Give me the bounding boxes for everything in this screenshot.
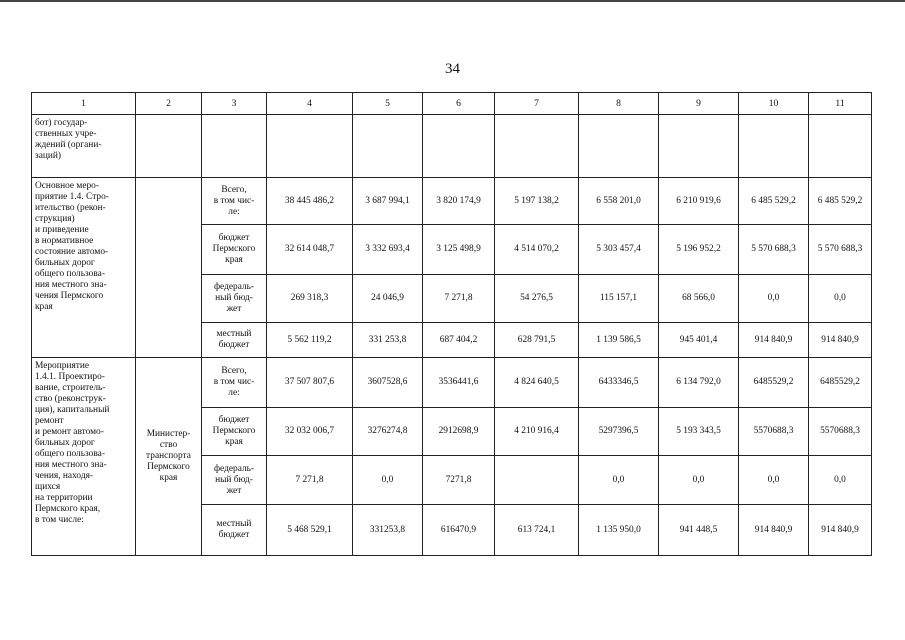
value-cell: 687 404,2 — [423, 323, 495, 358]
budget-table — [31, 92, 872, 556]
funding-source-cell — [202, 275, 267, 323]
text-line: щихся — [35, 482, 61, 492]
text-line: общего пользова- — [35, 449, 105, 459]
continuation-row — [32, 115, 872, 178]
text-line: ле: — [228, 388, 240, 398]
value-cell: 5 570 688,3 — [809, 225, 872, 275]
column-header-2: 2 — [136, 93, 202, 115]
text-line: ный бюд- — [215, 474, 253, 485]
empty-cell — [423, 115, 495, 178]
text-line: ство — [159, 440, 178, 450]
empty-cell — [136, 115, 202, 178]
text-line: приятие 1.4. Стро- — [35, 192, 109, 202]
value-cell: 38 445 486,2 — [267, 178, 353, 225]
text-line: в нормативное — [35, 236, 94, 246]
empty-cell — [809, 115, 872, 178]
text-line: Министер- — [146, 429, 191, 439]
value-cell: 0,0 — [739, 275, 809, 323]
value-cell: 5 570 688,3 — [739, 225, 809, 275]
text-line: на территории — [35, 493, 93, 503]
executor-cell — [136, 358, 202, 556]
column-header-10: 10 — [739, 93, 809, 115]
value-cell: 3 332 693,4 — [353, 225, 423, 275]
value-cell: 616470,9 — [423, 505, 495, 556]
funding-source-cell — [202, 505, 267, 556]
text-line: в том чис- — [213, 377, 255, 387]
empty-cell — [579, 115, 659, 178]
value-cell: 628 791,5 — [495, 323, 579, 358]
value-cell: 54 276,5 — [495, 275, 579, 323]
text-line: ния местного зна- — [35, 460, 107, 470]
text-line: состояние автомо- — [35, 247, 109, 257]
text-line: Пермского — [212, 244, 256, 254]
value-cell: 1 135 950,0 — [579, 505, 659, 556]
text-line: вание, строитель- — [35, 383, 106, 393]
value-cell: 0,0 — [739, 456, 809, 505]
text-line: края — [159, 473, 178, 483]
text-line: местный — [216, 519, 252, 529]
page-number: 34 — [445, 61, 460, 77]
text-line: заций) — [35, 151, 62, 161]
column-header-1: 1 — [32, 93, 136, 115]
value-cell: 0,0 — [809, 456, 872, 505]
value-cell: 32 032 006,7 — [267, 408, 353, 456]
text-line: и приведение — [35, 225, 89, 235]
text-line: края — [35, 302, 53, 312]
text-line: бильных дорог — [35, 438, 95, 448]
text-line: местный — [216, 329, 252, 339]
text-line: ственных учре- — [35, 129, 97, 139]
column-header-4: 4 — [267, 93, 353, 115]
value-cell: 4 210 916,4 — [495, 408, 579, 456]
text-line: в том числе: — [35, 515, 84, 525]
text-line: федераль- — [213, 282, 255, 292]
value-cell: 7 271,8 — [423, 275, 495, 323]
value-cell: 6485529,2 — [809, 358, 872, 408]
column-header-6: 6 — [423, 93, 495, 115]
value-cell: 3536441,6 — [423, 358, 495, 408]
column-header-9: 9 — [659, 93, 739, 115]
value-cell: 6 485 529,2 — [809, 178, 872, 225]
text-line: чения, находя- — [35, 471, 94, 481]
value-cell: 5 468 529,1 — [267, 505, 353, 556]
funding-source-cell — [202, 358, 267, 408]
text-line: 1.4.1. Проектиро- — [35, 372, 105, 382]
value-cell: 331253,8 — [353, 505, 423, 556]
empty-cell — [495, 115, 579, 178]
value-cell: 6 558 201,0 — [579, 178, 659, 225]
value-cell: 5297396,5 — [579, 408, 659, 456]
text-line: Мероприятие — [35, 361, 90, 371]
funding-source-cell — [202, 456, 267, 505]
text-line: бюджет — [218, 415, 250, 425]
empty-cell — [267, 115, 353, 178]
value-cell: 5 562 119,2 — [267, 323, 353, 358]
funding-source-cell — [202, 225, 267, 275]
value-cell: 5570688,3 — [809, 408, 872, 456]
value-cell: 3 125 498,9 — [423, 225, 495, 275]
funding-source-cell — [202, 408, 267, 456]
text-line: и ремонт автомо- — [35, 427, 104, 437]
text-line: Пермского — [212, 426, 256, 436]
column-header-8: 8 — [579, 93, 659, 115]
text-line: Всего, — [221, 366, 247, 376]
text-line: чения Пермского — [35, 291, 104, 301]
value-cell: 4 514 070,2 — [495, 225, 579, 275]
column-header-3: 3 — [202, 93, 267, 115]
value-cell: 945 401,4 — [659, 323, 739, 358]
header-row — [32, 93, 872, 115]
value-cell: 7271,8 — [423, 456, 495, 505]
value-cell: 5 197 138,2 — [495, 178, 579, 225]
text-line: ждений (органи- — [35, 140, 102, 150]
text-line: Основное меро- — [35, 181, 99, 191]
value-cell: 914 840,9 — [809, 505, 872, 556]
continuation-name-cell — [32, 115, 136, 178]
table-body — [32, 93, 872, 556]
value-cell: 6 210 919,6 — [659, 178, 739, 225]
value-cell: 37 507 807,6 — [267, 358, 353, 408]
text-line: ция), капитальный — [35, 405, 110, 415]
text-line: бюджет — [218, 340, 250, 350]
text-line: Пермского — [147, 462, 190, 472]
column-header-5: 5 — [353, 93, 423, 115]
value-cell: 4 824 640,5 — [495, 358, 579, 408]
text-line: ния местного зна- — [35, 280, 107, 290]
value-cell: 3 687 994,1 — [353, 178, 423, 225]
value-cell: 0,0 — [809, 275, 872, 323]
value-cell: 914 840,9 — [739, 323, 809, 358]
value-cell: 7 271,8 — [267, 456, 353, 505]
text-line: транспорта — [146, 451, 191, 461]
text-line: ный бюд- — [215, 293, 253, 303]
value-cell — [495, 456, 579, 505]
text-line: края — [225, 437, 243, 447]
text-line: ремонт — [35, 416, 64, 426]
value-cell: 6 485 529,2 — [739, 178, 809, 225]
value-cell: 6 134 792,0 — [659, 358, 739, 408]
text-line: бюджет — [218, 233, 250, 243]
value-cell: 3276274,8 — [353, 408, 423, 456]
empty-cell — [353, 115, 423, 178]
value-cell: 32 614 048,7 — [267, 225, 353, 275]
value-cell: 0,0 — [353, 456, 423, 505]
executor-cell — [136, 178, 202, 358]
value-cell: 914 840,9 — [739, 505, 809, 556]
funding-source-cell — [202, 323, 267, 358]
table-row — [32, 178, 872, 225]
value-cell: 0,0 — [659, 456, 739, 505]
text-line: федераль- — [213, 463, 255, 474]
value-cell: 5 193 343,5 — [659, 408, 739, 456]
text-line: ле: — [228, 206, 240, 217]
value-cell: 613 724,1 — [495, 505, 579, 556]
column-header-7: 7 — [495, 93, 579, 115]
text-line: общего пользова- — [35, 269, 105, 279]
value-cell: 941 448,5 — [659, 505, 739, 556]
value-cell: 3 820 174,9 — [423, 178, 495, 225]
value-cell: 2912698,9 — [423, 408, 495, 456]
value-cell: 5 303 457,4 — [579, 225, 659, 275]
value-cell: 24 046,9 — [353, 275, 423, 323]
text-line: ство (реконструк- — [35, 394, 106, 404]
value-cell: 6433346,5 — [579, 358, 659, 408]
value-cell: 5 196 952,2 — [659, 225, 739, 275]
empty-cell — [659, 115, 739, 178]
page-top-border — [0, 0, 905, 2]
text-line: бильных дорог — [35, 258, 95, 268]
empty-cell — [739, 115, 809, 178]
value-cell: 0,0 — [579, 456, 659, 505]
value-cell: 914 840,9 — [809, 323, 872, 358]
text-line: Пермского края, — [35, 504, 101, 514]
text-line: в том чис- — [213, 195, 255, 206]
text-line: жет — [226, 485, 242, 496]
text-line: Всего, — [221, 184, 247, 195]
funding-source-cell — [202, 178, 267, 225]
text-line: бюджет — [218, 530, 250, 540]
value-cell: 115 157,1 — [579, 275, 659, 323]
value-cell: 68 566,0 — [659, 275, 739, 323]
text-line: ительство (рекон- — [35, 203, 106, 213]
column-header-11: 11 — [809, 93, 872, 115]
text-line: края — [225, 255, 243, 265]
value-cell: 5570688,3 — [739, 408, 809, 456]
text-line: бот) государ- — [35, 118, 88, 128]
empty-cell — [202, 115, 267, 178]
table-row — [32, 358, 872, 408]
text-line: жет — [226, 304, 242, 314]
value-cell: 331 253,8 — [353, 323, 423, 358]
value-cell: 269 318,3 — [267, 275, 353, 323]
measure-name-cell — [32, 358, 136, 556]
value-cell: 6485529,2 — [739, 358, 809, 408]
value-cell: 3607528,6 — [353, 358, 423, 408]
text-line: струкция) — [35, 214, 75, 224]
value-cell: 1 139 586,5 — [579, 323, 659, 358]
measure-name-cell — [32, 178, 136, 358]
